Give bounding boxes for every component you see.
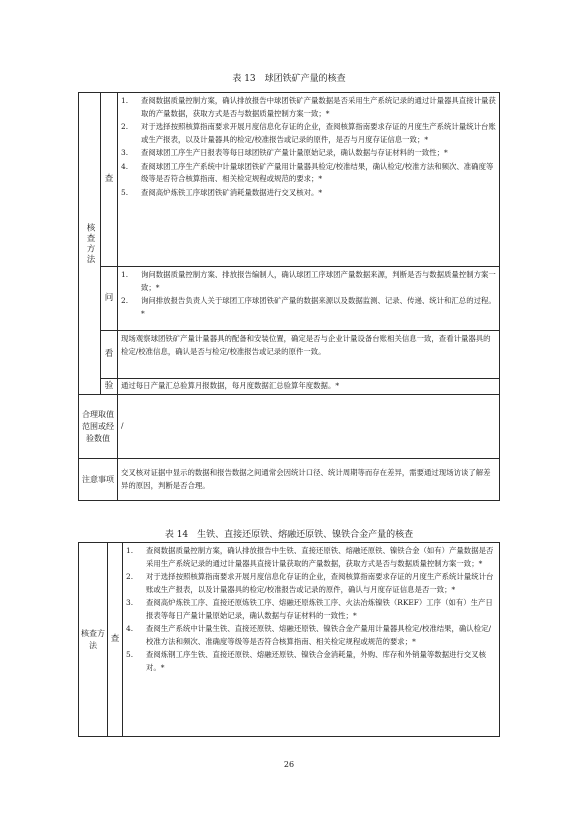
list-item: 4. 查阅球团工序生产系统中计量球团铁矿产量用计量器具检定/校准结果，确认检定/校准方法和频次、准确度等级等是否符合核算指南、相关检定规程或规范的要求；* [121, 161, 494, 183]
list-item: 2. 对于选择按照核算指南要求开展月度信息化存证的企业，查阅核算指南要求存证的月度生产系统计量统计台账或生产报表，以及计量器具的检定/校准报告或记录的原件，确认与月度存证信息是否一致；* [126, 572, 494, 594]
table14-check-content [123, 543, 500, 737]
look-label: 看 [101, 331, 118, 379]
table14-caption: 表 14 生铁、直接还原铁、熔融还原铁、镍铁合金产量的核查 [164, 530, 414, 540]
note-label: 注意事项 [79, 459, 118, 501]
table13-caption: 表 13 球团铁矿产量的核查 [232, 74, 346, 84]
verify-content: 通过每日产量汇总验算月报数据，每月度数据汇总验算年度数据。* [118, 379, 500, 395]
look-content: 现场观察球团铁矿产量计量器具的配备和安装位置，确定是否与企业计量设备台账相关信息一致，查看计量器具的检定/校准信息，确认是否与检定/校准报告或记录的原件一致。 [118, 331, 500, 379]
table13 [78, 92, 500, 501]
reasonable-range-label: 合理取值范围或经验数值 [79, 395, 118, 459]
list-item: 3. 查阅高炉炼铁工序、直接还原炼铁工序、熔融还原炼铁工序、火法冶炼镍铁（RKEF）工序（如有）生产日报表等每日产量计量原始记录，确认数据与存证材料的一致性；* [126, 598, 493, 620]
verify-label: 验 [101, 379, 118, 395]
list-item: 1. 查阅数据质量控制方案，确认排放报告中球团铁矿产量数据是否采用生产系统记录的通过计量器具直接计量获取的产量数据，获取方式是否与数据质量控制方案一致；* [121, 96, 496, 118]
list-item: 2. 询问排放报告负责人关于球团工序球团铁矿产量的数据来源以及数据监测、记录、传递、统计和汇总的过程。* [121, 296, 496, 318]
list-item: 2. 对于选择按照核算指南要求开展月度信息化存证的企业，查阅核算指南要求存证的月度生产系统计量统计台账或生产报表，以及计量器具的检定/校准报告或记录的原件，是否与月度存证信息一致；* [121, 122, 496, 144]
list-item: 4. 查阅生产系统中计量生铁、直接还原铁、熔融还原铁、镍铁合金产量用计量器具检定/校准结果，确认检定/校准方法和频次、准确度等级等是否符合核算指南、相关检定规程或规范的要求；* [126, 624, 491, 646]
table14-method-label: 核查方法 [79, 543, 108, 737]
check-label: 查 [101, 93, 118, 267]
check-content [118, 93, 500, 267]
list-item: 3. 查阅球团工序生产日报表等每日球团铁矿产量计量原始记录，确认数据与存证材料的一致性；* [121, 148, 448, 157]
reasonable-range-value: / [118, 395, 500, 459]
list-item: 5. 查阅炼钢工序生铁、直接还原铁、熔融还原铁、镍铁合金消耗量，外购、库存和外销量等数据进行交叉核对。* [126, 650, 486, 672]
list-item: 1. 询问数据质量控制方案、排放报告编制人，确认球团工序球团产量数据来源，判断是否与数据质量控制方案一致；* [121, 270, 496, 292]
table14 [78, 542, 500, 737]
table14-check-label: 查 [108, 543, 123, 737]
list-item: 5. 查阅高炉炼铁工序球团铁矿消耗量数据进行交叉核对。* [121, 187, 323, 197]
list-item: 1. 查阅数据质量控制方案，确认排放报告中生铁、直接还原铁、熔融还原铁、镍铁合金（如有）产量数据是否采用生产系统记录的通过计量器具直接计量获取的产量数据，获取方式是否与数据质量控制方案一致；* [126, 546, 494, 568]
page-number: 26 [283, 760, 295, 769]
table13-method-label: 核查方法 [79, 93, 101, 395]
ask-label: 问 [101, 267, 118, 331]
note-content: 交叉核对证据中显示的数据和报告数据之间通常会因统计口径、统计周期等而存在差异，需要通过现场访谈了解差异的原因，判断是否合理。 [118, 459, 500, 501]
ask-content [118, 267, 500, 331]
